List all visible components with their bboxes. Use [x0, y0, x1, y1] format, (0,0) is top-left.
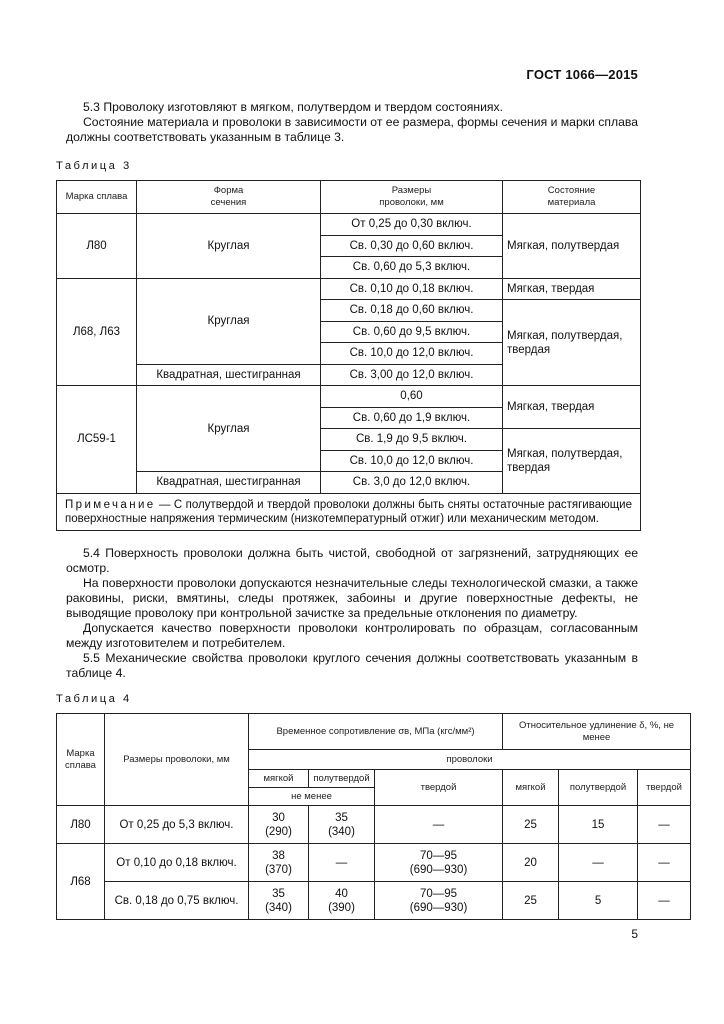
elong-semihard-cell: —	[559, 844, 638, 882]
size-cell: Св. 0,10 до 0,18 включ.	[321, 278, 503, 300]
table4-header-alloy: Марка сплава	[57, 714, 105, 806]
page-number: 5	[631, 927, 638, 941]
size-cell: Св. 0,18 до 0,75 включ.	[105, 882, 249, 920]
elong-hard-cell: —	[638, 882, 691, 920]
table-row	[57, 844, 691, 882]
table4-header-row1	[57, 714, 691, 750]
strength-hard-cell: 70—95 (690—930)	[375, 882, 503, 920]
table-row	[57, 806, 691, 844]
table4-header-size: Размеры проволоки, мм	[105, 714, 249, 806]
table3-note-row	[57, 493, 641, 530]
alloy-cell: Л68, Л63	[57, 278, 137, 386]
shape-cell: Круглая	[137, 386, 321, 472]
document-code: ГОСТ 1066—2015	[526, 67, 638, 82]
table-3	[56, 180, 641, 531]
alloy-cell: Л80	[57, 214, 137, 279]
table4-header-semihard: полутвердой	[309, 770, 375, 788]
state-cell: Мягкая, полутвердая, твердая	[503, 429, 641, 494]
table3-header-shape: Форма сечения	[137, 181, 321, 214]
section-5-4-p1: 5.4 Поверхность проволоки должна быть чистой, свободной от загрязнений, затрудняющих ее осмотр.	[66, 546, 638, 575]
table4-header-strength: Временное сопротивление σв, МПа (кгс/мм²)	[249, 714, 503, 750]
shape-cell: Круглая	[137, 214, 321, 279]
size-cell: Св. 10,0 до 12,0 включ.	[321, 450, 503, 472]
strength-soft-cell: 38 (370)	[249, 844, 309, 882]
section-5-4-p2: На поверхности проволоки допускаются незначительные следы технологической смазки, а также раковины, риски, вмятины, следы протяжек, забоины и другие поверхностные дефекты, не выводящие проволоку при контрольной зачистке за предельные отклонения по диаметру.	[66, 576, 638, 620]
section-5-3	[66, 100, 638, 145]
table4-header-min: не менее	[249, 788, 375, 806]
size-cell: От 0,25 до 5,3 включ.	[105, 806, 249, 844]
table3-note	[57, 493, 641, 530]
table3-header-alloy: Марка сплава	[57, 181, 137, 214]
elong-hard-cell: —	[638, 806, 691, 844]
elong-semihard-cell: 5	[559, 882, 638, 920]
table3-header-row	[57, 181, 641, 214]
table4-header-soft: мягкой	[249, 770, 309, 788]
size-cell: Св. 0,18 до 0,60 включ.	[321, 300, 503, 322]
elong-hard-cell: —	[638, 844, 691, 882]
shape-cell: Квадратная, шестигранная	[137, 472, 321, 494]
table4-header-hard: твердой	[375, 770, 503, 806]
elong-soft-cell: 20	[503, 844, 559, 882]
table3-caption: Таблица 3	[56, 160, 132, 172]
size-cell: Св. 10,0 до 12,0 включ.	[321, 343, 503, 365]
table4-header-elong-semihard: полутвердой	[559, 770, 638, 806]
size-cell: От 0,25 до 0,30 включ.	[321, 214, 503, 236]
table4-header-elong-hard: твердой	[638, 770, 691, 806]
table3-header-size: Размеры проволоки, мм	[321, 181, 503, 214]
size-cell: Св. 0,60 до 5,3 включ.	[321, 257, 503, 279]
size-cell: Св. 3,0 до 12,0 включ.	[321, 472, 503, 494]
state-cell: Мягкая, полутвердая	[503, 214, 641, 279]
table4-header-elongation: Относительное удлинение δ, %, не менее	[503, 714, 691, 750]
alloy-cell: ЛС59-1	[57, 386, 137, 494]
section-5-4	[66, 546, 638, 681]
table4-header-elong-soft: мягкой	[503, 770, 559, 806]
strength-hard-cell: 70—95 (690—930)	[375, 844, 503, 882]
section-5-4-p3: Допускается качество поверхности проволоки контролировать по образцам, согласованным между изготовителем и потребителем.	[66, 621, 638, 650]
elong-soft-cell: 25	[503, 882, 559, 920]
state-cell: Мягкая, полутвердая, твердая	[503, 300, 641, 386]
note-label: Примечание	[65, 498, 156, 511]
strength-soft-cell: 35 (340)	[249, 882, 309, 920]
size-cell: Св. 0,60 до 1,9 включ.	[321, 407, 503, 429]
strength-semihard-cell: 40 (390)	[309, 882, 375, 920]
section-5-5: 5.5 Механические свойства проволоки круглого сечения должны соответствовать указанным в таблице 4.	[66, 651, 638, 680]
strength-semihard-cell: 35 (340)	[309, 806, 375, 844]
alloy-cell: Л80	[57, 806, 105, 844]
table-row	[57, 882, 691, 920]
size-cell: Св. 0,60 до 9,5 включ.	[321, 321, 503, 343]
strength-hard-cell: —	[375, 806, 503, 844]
size-cell: От 0,10 до 0,18 включ.	[105, 844, 249, 882]
table4-caption: Таблица 4	[56, 693, 132, 705]
table3-header-state: Состояние материала	[503, 181, 641, 214]
alloy-cell: Л68	[57, 844, 105, 920]
size-cell: Св. 3,00 до 12,0 включ.	[321, 364, 503, 386]
elong-soft-cell: 25	[503, 806, 559, 844]
section-5-3-line1: 5.3 Проволоку изготовляют в мягком, полутвердом и твердом состояниях.	[83, 100, 503, 114]
state-cell: Мягкая, твердая	[503, 278, 641, 300]
state-cell: Мягкая, твердая	[503, 386, 641, 429]
note-text: — С полутвердой и твердой проволоки должны быть сняты остаточные растягивающие поверхностные напряжения термическим (низкотемпературный отжиг) или механическим методом.	[65, 498, 632, 525]
size-cell: Св. 0,30 до 0,60 включ.	[321, 235, 503, 257]
strength-soft-cell: 30 (290)	[249, 806, 309, 844]
elong-semihard-cell: 15	[559, 806, 638, 844]
shape-cell: Квадратная, шестигранная	[137, 364, 321, 386]
table4-header-wire: проволоки	[249, 750, 691, 770]
table-4	[56, 713, 691, 920]
size-cell: 0,60	[321, 386, 503, 408]
table-row	[57, 214, 641, 236]
table-row	[57, 278, 641, 300]
table-row	[57, 386, 641, 408]
size-cell: Св. 1,9 до 9,5 включ.	[321, 429, 503, 451]
shape-cell: Круглая	[137, 278, 321, 364]
strength-semihard-cell: —	[309, 844, 375, 882]
section-5-3-line2: Состояние материала и проволоки в зависимости от ее размера, формы сечения и марки сплава должны соответствовать указанным в таблице 3.	[66, 115, 638, 144]
